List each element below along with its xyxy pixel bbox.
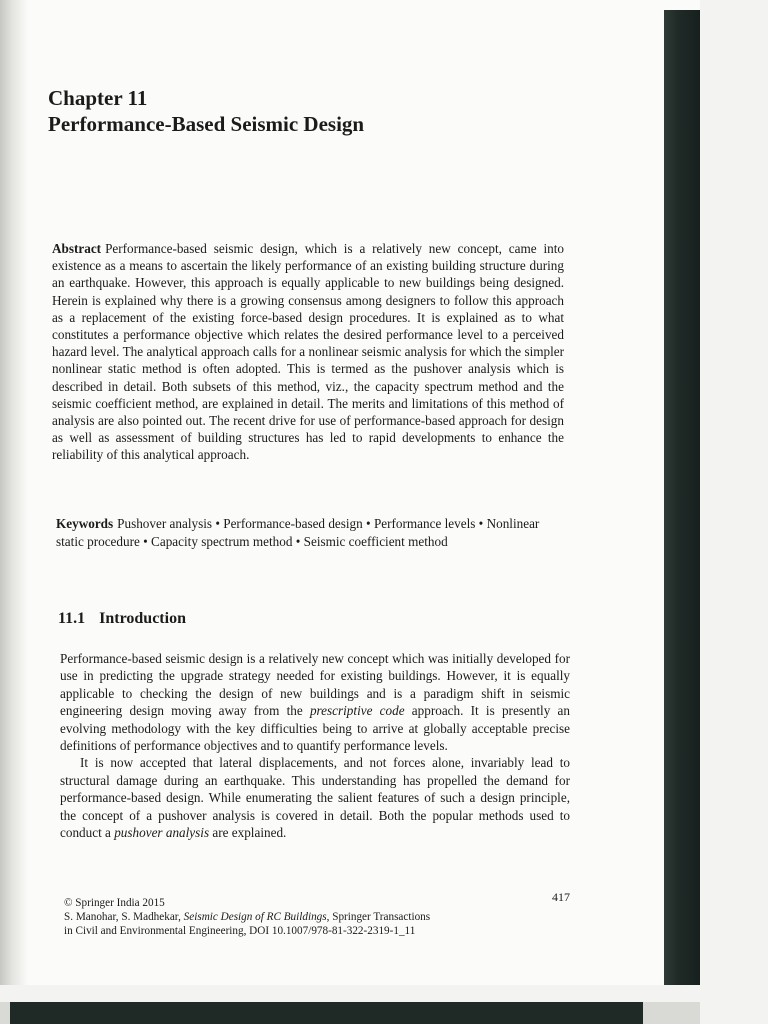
keywords-text: Pushover analysis • Performance-based design • Performance levels • Nonlinear static procedure • Capacity spectrum method • Seismic coefficient method	[56, 516, 540, 549]
chapter-title: Performance-Based Seismic Design	[48, 112, 365, 136]
intro-paragraph-1	[60, 650, 570, 754]
intro-p2-text-a: It is now accepted that lateral displacements, and not forces alone, invariably lead to structural damage during an earthquake. This understanding has propelled the demand for performance-based design. While enumerating the salient features of such a design principle, the concept of a pushover analysis is covered in detail. Both the popular methods used to conduct a	[60, 755, 570, 841]
keywords	[56, 515, 566, 551]
footer-citation-line-1	[64, 910, 524, 924]
abstract	[52, 240, 564, 464]
footer-citation	[64, 896, 524, 938]
introduction-body	[60, 650, 570, 841]
intro-p1-text-b: approach. It is presently an evolving methodology with the key difficulties being to arrive at globally acceptable precise definitions of performance objectives and to quantify performance levels.	[60, 703, 570, 754]
footer-copyright: © Springer India 2015	[64, 897, 165, 909]
footer-citation-line-2: in Civil and Environmental Engineering, DOI 10.1007/978-81-322-2319-1_11	[64, 925, 416, 937]
abstract-text: Performance-based seismic design, which is a relatively new concept, came into existence as a means to ascertain the likely performance of an existing building structure during an earthquake. However, this approach is equally applicable to new buildings being designed. Herein is explained why there is a growing consensus among designers to follow this approach as a replacement of the existing force-based design procedures. It is explained as to what constitutes a performance objective which relates the desired performance level to a perceived hazard level. The analytical approach calls for a nonlinear seismic analysis for which the simpler nonlinear static method is often adopted. This is termed as the pushover analysis which is described in detail. Both subsets of this method, viz., the capacity spectrum method and the seismic coefficient method, are explained in detail. The merits and limitations of this method of analysis are also pointed out. The recent drive for use of performance-based approach for design as well as assessment of building structures has led to rapid developments to enhance the reliability of this analytical approach.	[52, 241, 564, 463]
section-number: 11.1	[58, 610, 86, 627]
scan-background-bottom	[0, 985, 768, 1002]
scan-background-right	[700, 0, 768, 1024]
intro-p2-text-b: are explained.	[209, 825, 287, 841]
chapter-heading	[48, 85, 568, 137]
abstract-label: Abstract	[52, 241, 102, 256]
intro-p2-emphasis: pushover analysis	[114, 825, 210, 841]
section-heading	[58, 610, 186, 628]
page-gutter-shadow	[0, 0, 28, 985]
footer-book-title: Seismic Design of RC Buildings	[183, 911, 327, 923]
intro-p1-text-a: Performance-based seismic design is a relatively new concept which was initially developed for use in predicting the upgrade strategy needed for existing buildings. However, it is equally applicable to checking the design of new buildings and is a paradigm shift in seismic engineering design moving away from the	[60, 651, 570, 719]
footer-authors: S. Manohar, S. Madhekar,	[64, 911, 184, 923]
page-number: 417	[552, 890, 570, 904]
intro-paragraph-2	[60, 754, 570, 841]
keywords-label: Keywords	[56, 516, 114, 531]
book-bottom-edge	[10, 1002, 643, 1024]
intro-p1-emphasis: prescriptive code	[309, 703, 405, 719]
chapter-label: Chapter 11	[48, 86, 148, 110]
book-spine-edge	[664, 10, 700, 985]
section-title: Introduction	[99, 610, 186, 627]
footer-series: , Springer Transactions	[326, 911, 431, 923]
